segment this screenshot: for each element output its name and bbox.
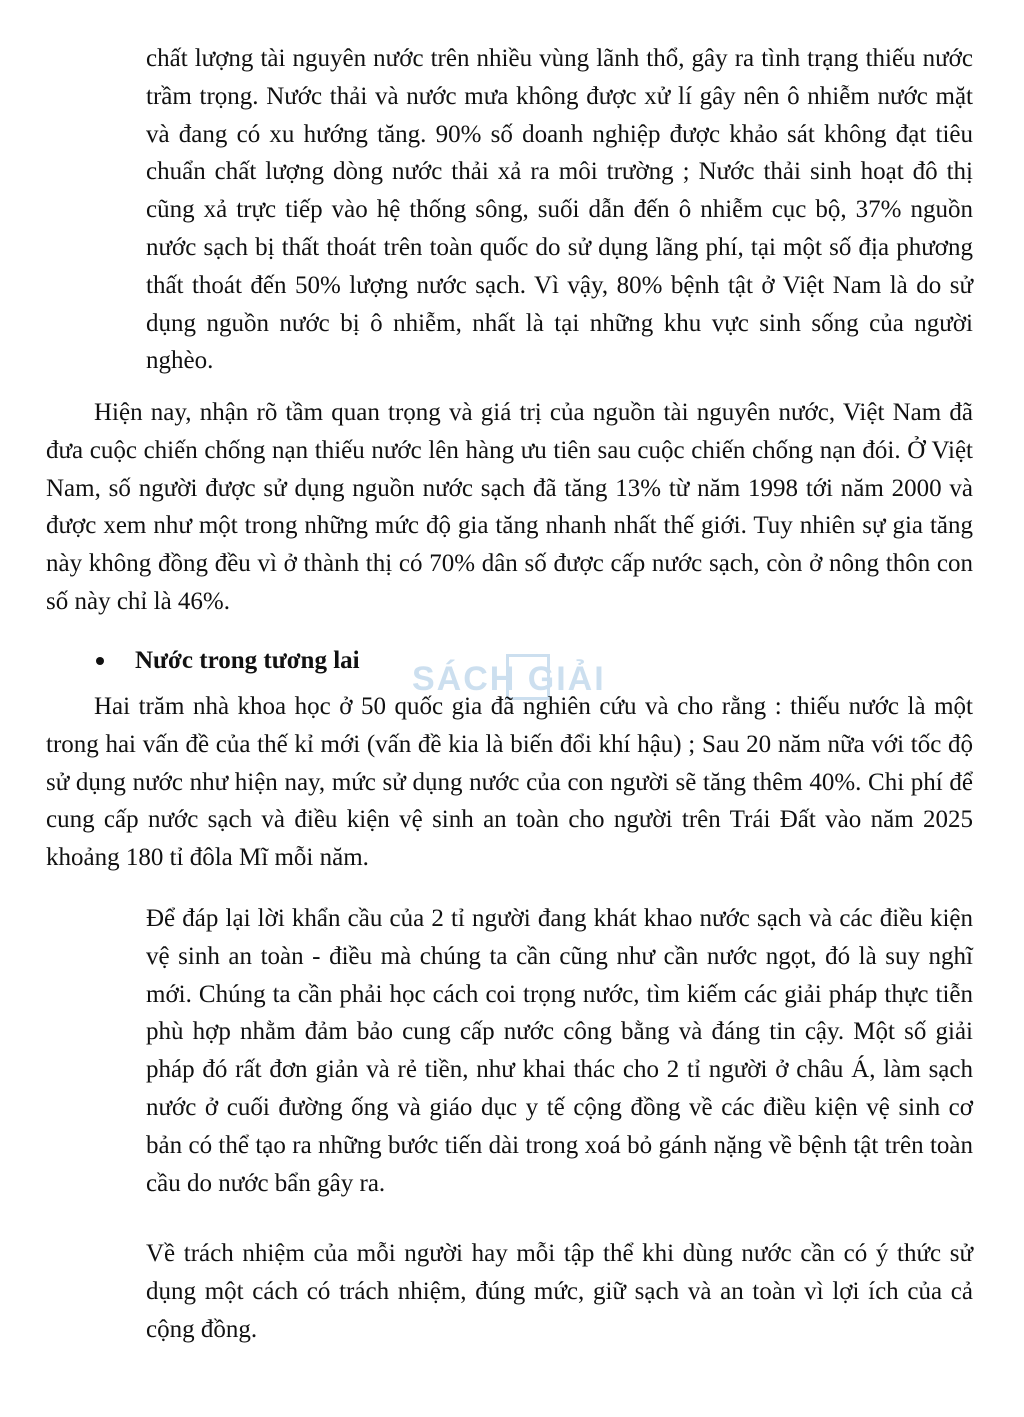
watermark-text: SÁCH GIẢI xyxy=(412,660,606,698)
paragraph-solutions: Để đáp lại lời khẩn cầu của 2 tỉ người đang khát khao nước sạch và các điều kiện vệ sinh an toàn - điều mà chúng ta cần cũng như cần nước ngọt, đó là suy nghĩ mới. Chúng ta cần phải học cách coi trọng nước, tìm kiếm các giải pháp thực tiễn phù hợp nhằm đảm bảo cung cấp nước công bằng và đáng tin cậy. Một số giải pháp đó rất đơn giản và rẻ tiền, như khai thác cho 2 tỉ người ở châu Á, làm sạch nước ở cuối đường ống và giáo dục y tế cộng đồng về các điều kiện vệ sinh cơ bản có thể tạo ra những bước tiến dài trong xoá bỏ gánh nặng về bệnh tật trên toàn cầu do nước bẩn gây ra. xyxy=(146,905,973,1197)
paragraph-vietnam-water-priority: Hiện nay, nhận rõ tầm quan trọng và giá trị của nguồn tài nguyên nước, Việt Nam đã đưa cuộc chiến chống nạn thiếu nước lên hàng ưu tiên sau cuộc chiến chống nạn đói. Ở Việt Nam, số người được sử dụng nguồn nước sạch đã tăng 13% từ năm 1998 tới năm 2000 và được xem như một trong những mức độ gia tăng nhanh nhất thế giới. Tuy nhiên sự gia tăng này không đồng đều vì ở thành thị có 70% dân số được cấp nước sạch, còn ở nông thôn con số này chỉ là 46%. xyxy=(46,399,973,615)
paragraph-future-water: Hai trăm nhà khoa học ở 50 quốc gia đã nghiên cứu và cho rằng : thiếu nước là một trong hai vấn đề của thế kỉ mới (vấn đề kia là biến đổi khí hậu) ; Sau 20 năm nữa với tốc độ sử dụng nước như hiện nay, mức sử dụng nước của con người sẽ tăng thêm 40%. Chi phí để cung cấp nước sạch và điều kiện vệ sinh an toàn cho người trên Trái Đất vào năm 2025 khoảng 180 tỉ đôla Mĩ mỗi năm. xyxy=(46,693,973,872)
bullet-heading-row xyxy=(96,642,360,680)
paragraph-responsibility: Về trách nhiệm của mỗi người hay mỗi tập thể khi dùng nước cần có ý thức sử dụng một cách có trách nhiệm, đúng mức, giữ sạch và an toàn vì lợi ích của cả cộng đồng. xyxy=(146,1240,973,1343)
section-heading: Nước trong tương lai xyxy=(135,647,360,674)
paragraph-water-pollution: chất lượng tài nguyên nước trên nhiều vùng lãnh thổ, gây ra tình trạng thiếu nước trầm trọng. Nước thải và nước mưa không được xử lí gây nên ô nhiễm nước mặt và đang có xu hướng tăng. 90% số doanh nghiệp được khảo sát không đạt tiêu chuẩn chất lượng dòng nước thải xả ra môi trường ; Nước thải sinh hoạt đô thị cũng xả trực tiếp vào hệ thống sông, suối dẫn đến ô nhiễm cục bộ, 37% nguồn nước sạch bị thất thoát trên toàn quốc do sử dụng lãng phí, tại một số địa phương thất thoát đến 50% lượng nước sạch. Vì vậy, 80% bệnh tật ở Việt Nam là do sử dụng nguồn nước bị ô nhiễm, nhất là tại những khu vực sinh sống của người nghèo. xyxy=(146,45,973,375)
bullet-icon xyxy=(96,657,104,665)
